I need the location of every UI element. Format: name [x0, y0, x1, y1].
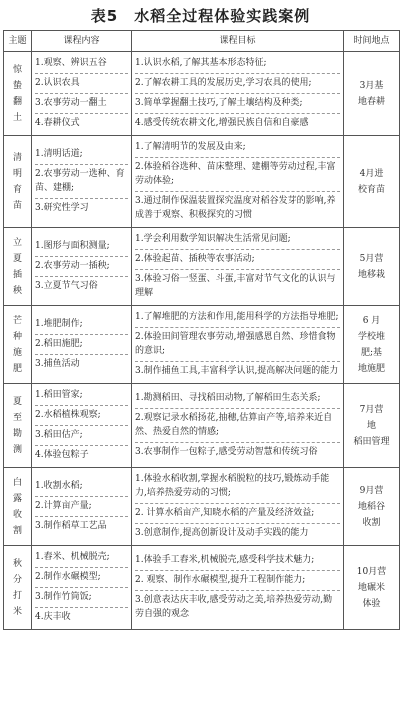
theme-char: 明 — [12, 168, 22, 179]
content-item: 2.计算亩产量; — [35, 497, 128, 517]
theme-char: 打 — [12, 590, 22, 601]
content-item: 1.堆肥制作; — [35, 315, 128, 335]
time-line: 地移栽 — [357, 269, 385, 280]
theme-char: 秧 — [12, 285, 22, 296]
theme-char: 夏 — [12, 396, 22, 407]
theme-char: 芒 — [12, 315, 22, 326]
content-item: 1.清明话道; — [35, 145, 128, 165]
time-line: 5月营 — [359, 253, 384, 264]
theme-char: 插 — [12, 269, 22, 280]
content-item: 1.观察、辨识五谷 — [35, 54, 128, 74]
goals-cell — [132, 384, 344, 468]
practice-table — [3, 30, 400, 630]
content-item: 3.稻田估产; — [35, 426, 128, 446]
time-line: 7月营 — [359, 404, 384, 415]
goals-cell — [132, 136, 344, 228]
theme-char: 苗 — [12, 200, 22, 211]
goal-item: 2. 观察、制作水碾模型,提升工程制作能力; — [135, 571, 340, 591]
content-item: 2.农事劳动一插秧; — [35, 257, 128, 277]
time-cell — [344, 384, 400, 468]
content-cell — [32, 228, 132, 306]
theme-cell — [4, 52, 32, 136]
theme-cell — [4, 306, 32, 384]
table-title: 表5 水稻全过程体验实践案例 — [90, 6, 311, 25]
goal-item: 3.简单掌握翻土技巧,了解土壤结构及种类; — [135, 94, 340, 114]
theme-char: 割 — [12, 525, 22, 536]
time-line: 稻田管理 — [353, 436, 390, 447]
goal-item: 1.学会利用数学知识解决生活常见问题; — [135, 230, 340, 250]
goal-item: 4.感受传统农耕文化,增强民族自信和自豪感 — [135, 118, 309, 128]
goal-item: 2.体验田间管理农事劳动,增强感恩自然、珍惜食物的意识; — [135, 328, 340, 362]
theme-char: 收 — [12, 509, 22, 520]
table-row — [4, 52, 400, 136]
content-item: 3.捕鱼活动 — [35, 359, 80, 369]
theme-char: 分 — [12, 574, 22, 585]
goal-item: 3.制作捕鱼工具,丰富科学认识,提高解决问题的能力 — [135, 366, 339, 376]
theme-char: 勘 — [12, 428, 22, 439]
content-item: 2.农事劳动一选种、育苗、建棚; — [35, 165, 128, 199]
theme-char: 育 — [12, 184, 22, 195]
table-row — [4, 228, 400, 306]
theme-char: 米 — [12, 606, 22, 617]
time-cell — [344, 228, 400, 306]
content-item: 4.春耕仪式 — [35, 118, 80, 128]
time-line: 3月基 — [359, 80, 384, 91]
time-line: 体验 — [362, 598, 381, 609]
theme-cell — [4, 136, 32, 228]
theme-char: 施 — [12, 347, 22, 358]
time-cell — [344, 306, 400, 384]
goals-cell — [132, 306, 344, 384]
content-item: 4.庆丰收 — [35, 612, 71, 622]
goal-item: 1.认识水稻,了解其基本形态特征; — [135, 54, 340, 74]
content-cell — [32, 52, 132, 136]
goal-item: 2.观察记录水稻扬花,抽穗,估算亩产等,培养来近自然、热爱自然的情感; — [135, 409, 340, 443]
theme-cell — [4, 228, 32, 306]
table-row — [4, 306, 400, 384]
header-goals: 课程目标 — [132, 31, 344, 52]
theme-char: 种 — [12, 331, 22, 342]
goals-cell — [132, 468, 344, 546]
theme-char: 白 — [12, 477, 22, 488]
goals-cell — [132, 546, 344, 630]
goal-item: 3.创意制作,提高创新设计及动手实践的能力 — [135, 528, 309, 538]
theme-cell — [4, 384, 32, 468]
table-row — [4, 468, 400, 546]
theme-char: 土 — [12, 112, 22, 123]
time-line: 6 月 — [362, 315, 381, 326]
goal-item: 1.勘测稻田、寻找稻田动物,了解稻田生态关系; — [135, 389, 340, 409]
goal-item: 2.体验起苗、插秧等农事活动; — [135, 250, 340, 270]
content-cell — [32, 306, 132, 384]
content-item: 4.体验包粽子 — [35, 450, 89, 460]
goal-item: 3.通过制作保温装置探究温度对稻谷发芽的影响,养成善于观察、积极探究的习惯 — [135, 196, 336, 220]
goal-item: 1.了解清明节的发展及由来; — [135, 138, 340, 158]
time-line: 校育苗 — [357, 184, 385, 195]
time-line: 地碾米 — [357, 582, 385, 593]
theme-char: 清 — [12, 152, 22, 163]
goal-item: 1.体验水稻收割,掌握水稻脱粒的技巧,锻炼动手能力,培养热爱劳动的习惯; — [135, 470, 340, 504]
content-item: 3.制作稻草工艺品 — [35, 521, 107, 531]
time-line: 地施肥 — [357, 363, 385, 374]
content-item: 1.稻田管家; — [35, 386, 128, 406]
goal-item: 2. 计算水稻亩产,知晓水稻的产量及经济效益; — [135, 504, 340, 524]
content-cell — [32, 384, 132, 468]
theme-char: 夏 — [12, 253, 22, 264]
goal-item: 2.了解农耕工具的发展历史,学习农具的使用; — [135, 74, 340, 94]
table-row — [4, 136, 400, 228]
theme-char: 肥 — [12, 363, 22, 374]
goal-item: 3.体验习俗一竖蛋、斗蛋,丰富对节气文化的认识与理解 — [135, 274, 336, 298]
time-line: 地 — [366, 420, 376, 431]
time-line: 肥;基 — [360, 347, 383, 358]
goals-cell — [132, 52, 344, 136]
time-cell — [344, 52, 400, 136]
goals-cell — [132, 228, 344, 306]
content-item: 2.稻田施肥; — [35, 335, 128, 355]
header-row — [4, 31, 400, 52]
goal-item: 3.农事制作一包粽子,感受劳动智慧和传统习俗 — [135, 447, 318, 457]
content-item: 1.收割水稻; — [35, 477, 128, 497]
goal-item: 3.创意表达庆丰收,感受劳动之美,培养热爱劳动,勤劳自强的观念 — [135, 595, 333, 619]
content-item: 1.图形与面积测量; — [35, 237, 128, 257]
header-content: 课程内容 — [32, 31, 132, 52]
table-row — [4, 546, 400, 630]
content-item: 2.制作水碾模型; — [35, 568, 128, 588]
content-cell — [32, 136, 132, 228]
header-theme: 主题 — [4, 31, 32, 52]
content-item: 3.研究性学习 — [35, 203, 89, 213]
time-line: 10月营 — [356, 566, 387, 577]
content-cell — [32, 546, 132, 630]
time-line: 地稻谷 — [357, 501, 385, 512]
time-cell — [344, 546, 400, 630]
theme-char: 惊 — [12, 64, 22, 75]
time-line: 9月营 — [359, 485, 384, 496]
theme-cell — [4, 546, 32, 630]
content-item: 2.水稻植株观察; — [35, 406, 128, 426]
theme-char: 测 — [12, 444, 22, 455]
theme-char: 至 — [12, 412, 22, 423]
time-cell — [344, 136, 400, 228]
goal-item: 1.了解堆肥的方法和作用,能用科学的方法指导堆肥; — [135, 308, 340, 328]
content-item: 3.农事劳动一翻土 — [35, 94, 128, 114]
goal-item: 2.体验稻谷选种、苗床整理、建棚等劳动过程,丰富劳动体验; — [135, 158, 340, 192]
content-item: 2.认识农具 — [35, 74, 128, 94]
content-item: 3.制作竹筒饭; — [35, 588, 128, 608]
theme-cell — [4, 468, 32, 546]
time-cell — [344, 468, 400, 546]
content-item: 1.舂米、机械脱壳; — [35, 548, 128, 568]
theme-char: 秋 — [12, 558, 22, 569]
time-line: 4月进 — [359, 168, 384, 179]
content-item: 3.立夏节气习俗 — [35, 281, 98, 291]
content-cell — [32, 468, 132, 546]
table-row — [4, 384, 400, 468]
theme-char: 蛰 — [12, 80, 22, 91]
time-line: 地春耕 — [357, 96, 385, 107]
goal-item: 1.体验手工舂米,机械脱壳,感受科学技术魅力; — [135, 551, 340, 571]
theme-char: 立 — [12, 237, 22, 248]
time-line: 收割 — [362, 517, 381, 528]
header-time: 时间地点 — [344, 31, 400, 52]
theme-char: 翻 — [12, 96, 22, 107]
theme-char: 露 — [12, 493, 22, 504]
time-line: 学校堆 — [357, 331, 385, 342]
